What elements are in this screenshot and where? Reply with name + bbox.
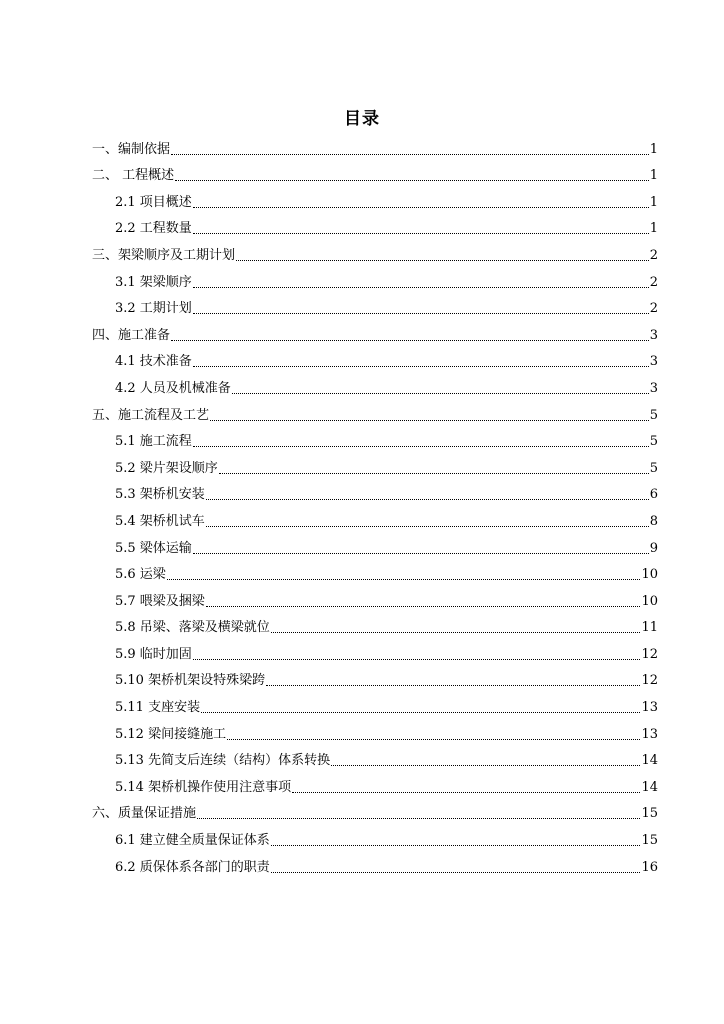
toc-subsection-entry[interactable] bbox=[92, 666, 658, 693]
toc-entry-label: 六、质量保证措施 bbox=[92, 806, 197, 822]
toc-page-number: 10 bbox=[641, 567, 658, 583]
toc-page-number: 14 bbox=[641, 779, 658, 795]
toc-subsection-entry[interactable] bbox=[92, 347, 658, 374]
toc-dot-leader bbox=[292, 792, 640, 793]
toc-page-number: 2 bbox=[649, 301, 658, 317]
toc-dot-leader bbox=[175, 180, 649, 181]
toc-entry-label: 5.2 梁片架设顺序 bbox=[115, 460, 218, 476]
toc-entry-label: 2.1 项目概述 bbox=[115, 194, 192, 210]
toc-dot-leader bbox=[193, 207, 649, 208]
toc-entry-label: 5.1 施工流程 bbox=[115, 434, 192, 450]
toc-page-number: 12 bbox=[641, 646, 658, 662]
toc-dot-leader bbox=[171, 154, 649, 155]
toc-subsection-entry[interactable] bbox=[92, 560, 658, 587]
toc-entry-label: 5.10 架桥机架设特殊梁跨 bbox=[115, 673, 266, 689]
toc-subsection-entry[interactable] bbox=[92, 533, 658, 560]
toc-subsection-entry[interactable] bbox=[92, 586, 658, 613]
toc-subsection-entry[interactable] bbox=[92, 613, 658, 640]
toc-entry-label: 5.3 架桥机安装 bbox=[115, 487, 205, 503]
toc-subsection-entry[interactable] bbox=[92, 719, 658, 746]
toc-page-number: 10 bbox=[641, 593, 658, 609]
toc-entry-label: 5.14 架桥机操作使用注意事项 bbox=[115, 779, 292, 795]
toc-section-entry[interactable] bbox=[92, 134, 658, 161]
toc-dot-leader bbox=[227, 739, 640, 740]
toc-entry-label: 5.5 梁体运输 bbox=[115, 540, 192, 556]
toc-page-number: 1 bbox=[649, 221, 658, 237]
toc-subsection-entry[interactable] bbox=[92, 427, 658, 454]
toc-dot-leader bbox=[193, 287, 649, 288]
toc-subsection-entry[interactable] bbox=[92, 825, 658, 852]
toc-section-entry[interactable] bbox=[92, 240, 658, 267]
toc-entry-label: 4.2 人员及机械准备 bbox=[115, 380, 231, 396]
toc-entry-label: 5.11 支座安装 bbox=[115, 700, 201, 716]
toc-page-number: 1 bbox=[649, 194, 658, 210]
toc-page-number: 1 bbox=[649, 141, 658, 157]
toc-entry-label: 5.9 临时加固 bbox=[115, 646, 192, 662]
toc-dot-leader bbox=[197, 818, 640, 819]
toc-entry-label: 6.1 建立健全质量保证体系 bbox=[115, 833, 270, 849]
toc-entry-label: 一、编制依据 bbox=[92, 141, 171, 157]
toc-page-number: 3 bbox=[649, 327, 658, 343]
toc-dot-leader bbox=[193, 313, 649, 314]
toc-dot-leader bbox=[232, 393, 649, 394]
toc-entry-label: 3.2 工期计划 bbox=[115, 301, 192, 317]
toc-entry-label: 3.1 架梁顺序 bbox=[115, 274, 192, 290]
toc-dot-leader bbox=[167, 579, 641, 580]
toc-dot-leader bbox=[193, 366, 649, 367]
toc-list bbox=[92, 134, 658, 879]
toc-subsection-entry[interactable] bbox=[92, 692, 658, 719]
toc-dot-leader bbox=[210, 420, 649, 421]
toc-subsection-entry[interactable] bbox=[92, 506, 658, 533]
toc-page-number: 12 bbox=[641, 673, 658, 689]
toc-dot-leader bbox=[219, 473, 649, 474]
toc-dot-leader bbox=[236, 260, 649, 261]
toc-entry-label: 四、施工准备 bbox=[92, 327, 171, 343]
toc-subsection-entry[interactable] bbox=[92, 214, 658, 241]
toc-subsection-entry[interactable] bbox=[92, 267, 658, 294]
toc-page-number: 3 bbox=[649, 380, 658, 396]
toc-entry-label: 二、 工程概述 bbox=[92, 168, 175, 184]
toc-page-number: 5 bbox=[649, 407, 658, 423]
toc-title: 目录 bbox=[344, 109, 380, 129]
toc-entry-label: 5.13 先简支后连续（结构）体系转换 bbox=[115, 753, 331, 769]
toc-subsection-entry[interactable] bbox=[92, 373, 658, 400]
toc-entry-label: 三、架梁顺序及工期计划 bbox=[92, 247, 236, 263]
toc-page-number: 2 bbox=[649, 247, 658, 263]
toc-subsection-entry[interactable] bbox=[92, 639, 658, 666]
toc-page-number: 9 bbox=[649, 540, 658, 556]
toc-dot-leader bbox=[206, 606, 641, 607]
toc-page-number: 16 bbox=[641, 859, 658, 875]
toc-subsection-entry[interactable] bbox=[92, 187, 658, 214]
toc-entry-label: 5.8 吊梁、落梁及横梁就位 bbox=[115, 620, 270, 636]
toc-page-number: 3 bbox=[649, 354, 658, 370]
toc-subsection-entry[interactable] bbox=[92, 294, 658, 321]
toc-subsection-entry[interactable] bbox=[92, 480, 658, 507]
toc-page-number: 15 bbox=[641, 833, 658, 849]
toc-dot-leader bbox=[266, 685, 640, 686]
toc-dot-leader bbox=[206, 526, 649, 527]
toc-dot-leader bbox=[193, 446, 649, 447]
toc-dot-leader bbox=[193, 659, 641, 660]
toc-page-number: 13 bbox=[641, 726, 658, 742]
toc-dot-leader bbox=[271, 845, 641, 846]
toc-dot-leader bbox=[271, 872, 641, 873]
toc-dot-leader bbox=[171, 340, 649, 341]
toc-entry-label: 5.4 架桥机试车 bbox=[115, 513, 205, 529]
toc-page-number: 1 bbox=[649, 168, 658, 184]
toc-subsection-entry[interactable] bbox=[92, 746, 658, 773]
toc-section-entry[interactable] bbox=[92, 400, 658, 427]
toc-page-number: 11 bbox=[641, 620, 658, 636]
toc-entry-label: 4.1 技术准备 bbox=[115, 354, 192, 370]
toc-dot-leader bbox=[201, 712, 640, 713]
toc-page-number: 6 bbox=[649, 487, 658, 503]
toc-dot-leader bbox=[193, 233, 649, 234]
toc-entry-label: 6.2 质保体系各部门的职责 bbox=[115, 859, 270, 875]
toc-page-number: 14 bbox=[641, 753, 658, 769]
toc-page-number: 5 bbox=[649, 434, 658, 450]
toc-section-entry[interactable] bbox=[92, 320, 658, 347]
toc-section-entry[interactable] bbox=[92, 161, 658, 188]
toc-subsection-entry[interactable] bbox=[92, 852, 658, 879]
toc-section-entry[interactable] bbox=[92, 799, 658, 826]
toc-subsection-entry[interactable] bbox=[92, 453, 658, 480]
toc-page-number: 5 bbox=[649, 460, 658, 476]
toc-dot-leader bbox=[193, 553, 649, 554]
toc-dot-leader bbox=[206, 499, 649, 500]
toc-subsection-entry[interactable] bbox=[92, 772, 658, 799]
toc-dot-leader bbox=[331, 765, 640, 766]
toc-entry-label: 五、施工流程及工艺 bbox=[92, 407, 210, 423]
toc-page-number: 15 bbox=[641, 806, 658, 822]
toc-entry-label: 5.7 喂梁及捆梁 bbox=[115, 593, 205, 609]
toc-entry-label: 2.2 工程数量 bbox=[115, 221, 192, 237]
toc-page-number: 13 bbox=[641, 700, 658, 716]
toc-entry-label: 5.6 运梁 bbox=[115, 567, 166, 583]
toc-dot-leader bbox=[271, 632, 641, 633]
toc-entry-label: 5.12 梁间接缝施工 bbox=[115, 726, 227, 742]
toc-page-number: 2 bbox=[649, 274, 658, 290]
toc-page-number: 8 bbox=[649, 513, 658, 529]
